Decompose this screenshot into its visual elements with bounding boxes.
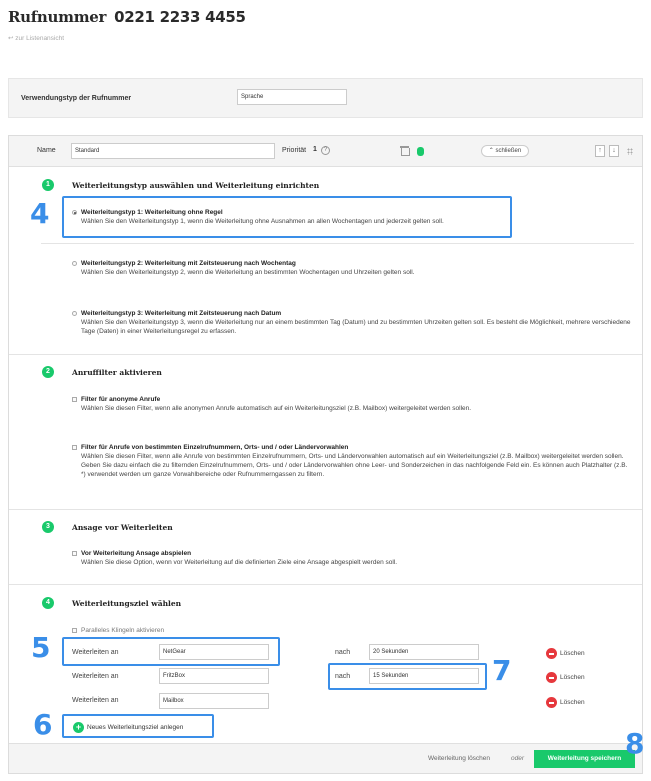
- priority-label: Priorität: [282, 147, 307, 154]
- phone-number: 0221 2233 4455: [114, 8, 246, 26]
- radio-type-1[interactable]: [72, 210, 77, 215]
- trash-icon[interactable]: [401, 146, 408, 155]
- step-badge-2: 2: [42, 366, 54, 378]
- forward-to-label: Weiterleiten an: [72, 649, 119, 656]
- parallel-ringing-label: Paralleles Klingeln aktivieren: [81, 627, 165, 634]
- radio-type-2[interactable]: [72, 261, 77, 266]
- page-title: Rufnummer 0221 2233 4455: [8, 8, 246, 26]
- step-badge-4: 4: [42, 597, 54, 609]
- add-target-label: Neues Weiterleitungsziel anlegen: [87, 724, 184, 732]
- delay-input[interactable]: 15 Sekunden: [369, 668, 479, 684]
- forward-target-input[interactable]: Mailbox: [159, 693, 269, 709]
- forwarding-type-1-option[interactable]: [72, 208, 632, 226]
- number-filter-option[interactable]: [72, 443, 632, 479]
- collapse-label: schließen: [495, 148, 522, 154]
- delete-label: Löschen: [560, 674, 585, 682]
- priority-value: 1: [313, 146, 317, 153]
- add-target-button[interactable]: [73, 722, 183, 733]
- anonymous-filter-checkbox[interactable]: [72, 397, 77, 402]
- option-desc: Wählen Sie den Weiterleitungstyp 2, wenn die Weiterleitung an bestimmten Wochentagen und Uhrzeiten gelten soll.: [81, 269, 415, 276]
- announcement-checkbox[interactable]: [72, 551, 77, 556]
- option-desc: Wählen Sie diesen Filter, wenn alle anonymen Anrufe automatisch auf ein Weiterleitungsziel (z.B. Mailbox) weitergeleitet werden sollen.: [81, 405, 472, 412]
- anonymous-filter-option[interactable]: [72, 395, 632, 413]
- move-up-icon[interactable]: ↑: [595, 145, 605, 157]
- forward-target-input[interactable]: NetGear: [159, 644, 269, 660]
- divider: [9, 509, 642, 510]
- collapse-button[interactable]: ⌃ schließen: [481, 145, 529, 157]
- delete-rule-link[interactable]: Weiterleitung löschen: [428, 755, 491, 762]
- usage-type-label: Verwendungstyp der Rufnummer: [21, 95, 132, 102]
- rule-name-label: Name: [37, 147, 56, 154]
- delete-label: Löschen: [560, 650, 585, 658]
- drag-handle-icon[interactable]: [627, 148, 633, 155]
- number-filter-checkbox[interactable]: [72, 445, 77, 450]
- parallel-ringing-option[interactable]: [72, 626, 632, 635]
- section-title-4: Weiterleitungsziel wählen: [72, 599, 182, 608]
- plus-icon: +: [73, 722, 84, 733]
- option-head: Weiterleitungstyp 2: Weiterleitung mit Zeitsteuerung nach Wochentag: [81, 260, 296, 267]
- option-head: Weiterleitungstyp 3: Weiterleitung mit Zeitsteuerung nach Datum: [81, 310, 282, 317]
- step-badge-3: 3: [42, 521, 54, 533]
- forwarding-rule-card: [8, 135, 643, 774]
- remove-icon: [546, 648, 557, 659]
- radio-type-3[interactable]: [72, 311, 77, 316]
- forward-to-label: Weiterleiten an: [72, 673, 119, 680]
- forwarding-type-2-option[interactable]: [72, 259, 632, 277]
- back-to-list-link[interactable]: ↩ zur Listenansicht: [8, 35, 65, 42]
- delete-target-button[interactable]: [546, 648, 585, 659]
- remove-icon: [546, 672, 557, 683]
- step-badge-1: 1: [42, 179, 54, 191]
- delay-label: nach: [335, 649, 351, 656]
- delete-label: Löschen: [560, 699, 585, 707]
- option-head: Weiterleitungstyp 1: Weiterleitung ohne Regel: [81, 209, 223, 216]
- option-head: Vor Weiterleitung Ansage abspielen: [81, 550, 192, 557]
- delay-label: nach: [335, 673, 351, 680]
- delete-target-button[interactable]: [546, 697, 585, 708]
- forward-to-label: Weiterleiten an: [72, 697, 119, 704]
- option-desc: Wählen Sie den Weiterleitungstyp 3, wenn die Weiterleitung nur an einem bestimmten Tag (Datum) und zu bestimmten Uhrzeiten gelten soll. Es besteht die Möglichkeit, mehrere verschiedene Tage (Daten) in einer Weiterleitungsregel zu erfassen.: [81, 319, 631, 335]
- usage-type-panel: [8, 78, 643, 118]
- option-head: Filter für Anrufe von bestimmten Einzelrufnummern, Orts- und / oder Ländervorwahlen: [81, 444, 349, 451]
- annotation-8: 8: [625, 727, 645, 760]
- annotation-4: 4: [30, 197, 50, 230]
- rule-header: [9, 136, 642, 167]
- annotation-6: 6: [33, 708, 53, 741]
- move-down-icon[interactable]: ↓: [609, 145, 619, 157]
- save-button[interactable]: Weiterleitung speichern: [534, 750, 635, 768]
- delay-input[interactable]: 20 Sekunden: [369, 644, 479, 660]
- or-label: oder: [511, 755, 525, 762]
- option-head: Filter für anonyme Anrufe: [81, 396, 161, 403]
- option-desc: Wählen Sie den Weiterleitungstyp 1, wenn die Weiterleitung ohne Ausnahmen an allen Wochentagen und jederzeit gelten soll.: [81, 218, 444, 225]
- remove-icon: [546, 697, 557, 708]
- section-title-1: Weiterleitungstyp auswählen und Weiterleitung einrichten: [72, 181, 320, 190]
- announcement-option[interactable]: [72, 549, 632, 567]
- delete-target-button[interactable]: [546, 672, 585, 683]
- rule-footer: [9, 743, 642, 773]
- help-icon[interactable]: ?: [321, 146, 330, 155]
- forward-target-input[interactable]: FritzBox: [159, 668, 269, 684]
- annotation-7: 7: [492, 654, 512, 687]
- option-desc: Wählen Sie diesen Filter, wenn alle Anrufe von bestimmten Einzelrufnummern, Orts- und Ländervorwahlen automatisch auf ein Weiterleitungsziel (z.B. Mailbox) weitergeleitet werden sollen. Geben Sie dazu einfach die zu filternden Einzelrufnummern, Orts- und / oder Ländervorwahlen ohne Leer- und Sonderzeichen in das nachfolgende Feld ein. Es können auch Platzhalter (z.B. *) verwendet werden um ganze Vorwahlbereiche oder Rufnummerngassen zu filtern.: [81, 453, 628, 478]
- parallel-ringing-checkbox[interactable]: [72, 628, 77, 633]
- section-title-3: Ansage vor Weiterleiten: [72, 523, 173, 532]
- option-desc: Wählen Sie diese Option, wenn vor Weiterleitung auf die definierten Ziele eine Ansage abgespielt werden soll.: [81, 559, 398, 566]
- back-link-label: zur Listenansicht: [15, 35, 65, 42]
- annotation-5: 5: [31, 631, 51, 664]
- divider: [9, 584, 642, 585]
- rule-name-input[interactable]: Standard: [71, 143, 275, 159]
- section-title-2: Anruffilter aktivieren: [72, 368, 162, 377]
- forwarding-type-3-option[interactable]: [72, 309, 632, 336]
- status-toggle[interactable]: [417, 147, 424, 156]
- usage-type-input[interactable]: Sprache: [237, 89, 347, 105]
- divider: [9, 354, 642, 355]
- divider: [41, 243, 634, 244]
